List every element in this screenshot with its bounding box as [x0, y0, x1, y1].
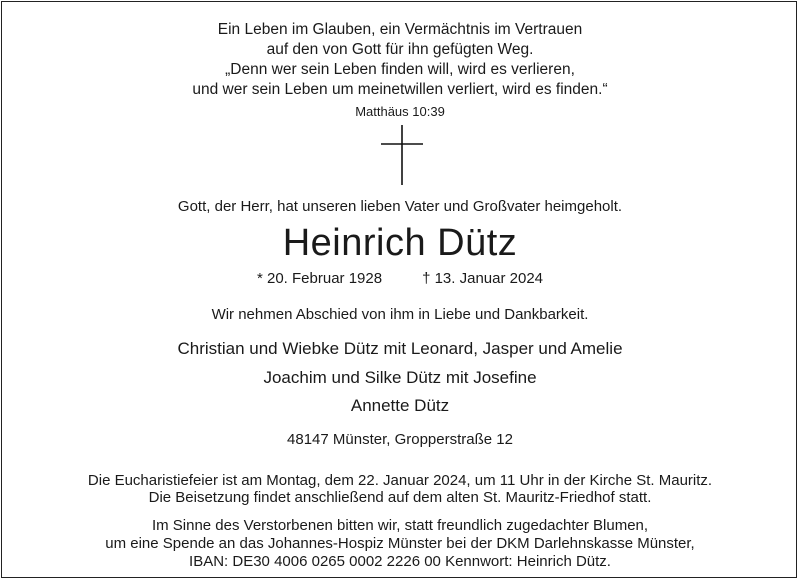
family-line-1: Christian und Wiebke Dütz mit Leonard, Jasper und Amelie: [177, 339, 623, 358]
verse-line-1: Ein Leben im Glauben, ein Vermächtnis im Vertrauen: [217, 21, 583, 38]
farewell-text: Wir nehmen Abschied von ihm in Liebe und Dankbarkeit.: [211, 306, 589, 323]
announcement-text: Gott, der Herr, hat unseren lieben Vater und Großvater heimgeholt.: [177, 198, 623, 215]
life-dates: [0, 270, 800, 287]
verse-line-3: „Denn wer sein Leben finden will, wird es verlieren,: [225, 61, 575, 78]
cross-icon: [381, 125, 423, 185]
family-line-2: Joachim und Silke Dütz mit Josefine: [263, 368, 537, 387]
deceased-name: Heinrich Dütz: [282, 222, 518, 264]
death-date: † 13. Januar 2024: [422, 270, 544, 287]
birth-date: * 20. Februar 1928: [256, 270, 383, 287]
donation-line-3: IBAN: DE30 4006 0265 0002 2226 00 Kennwort: Heinrich Dütz.: [189, 553, 611, 570]
service-line-2: Die Beisetzung findet anschließend auf dem alten St. Mauritz-Friedhof statt.: [148, 489, 652, 506]
verse-source: Matthäus 10:39: [355, 104, 445, 119]
address-text: 48147 Münster, Gropperstraße 12: [287, 431, 513, 448]
service-line-1: Die Eucharistiefeier ist am Montag, dem 22. Januar 2024, um 11 Uhr in der Kirche St. Mauritz.: [87, 472, 713, 489]
verse-line-2: auf den von Gott für ihn gefügten Weg.: [266, 41, 534, 58]
donation-line-1: Im Sinne des Verstorbenen bitten wir, statt freundlich zugedachter Blumen,: [151, 517, 649, 534]
family-line-3: Annette Dütz: [350, 396, 450, 415]
donation-line-2: um eine Spende an das Johannes-Hospiz Münster bei der DKM Darlehnskasse Münster,: [105, 535, 695, 552]
verse-line-4: und wer sein Leben um meinetwillen verliert, wird es finden.“: [192, 81, 608, 98]
